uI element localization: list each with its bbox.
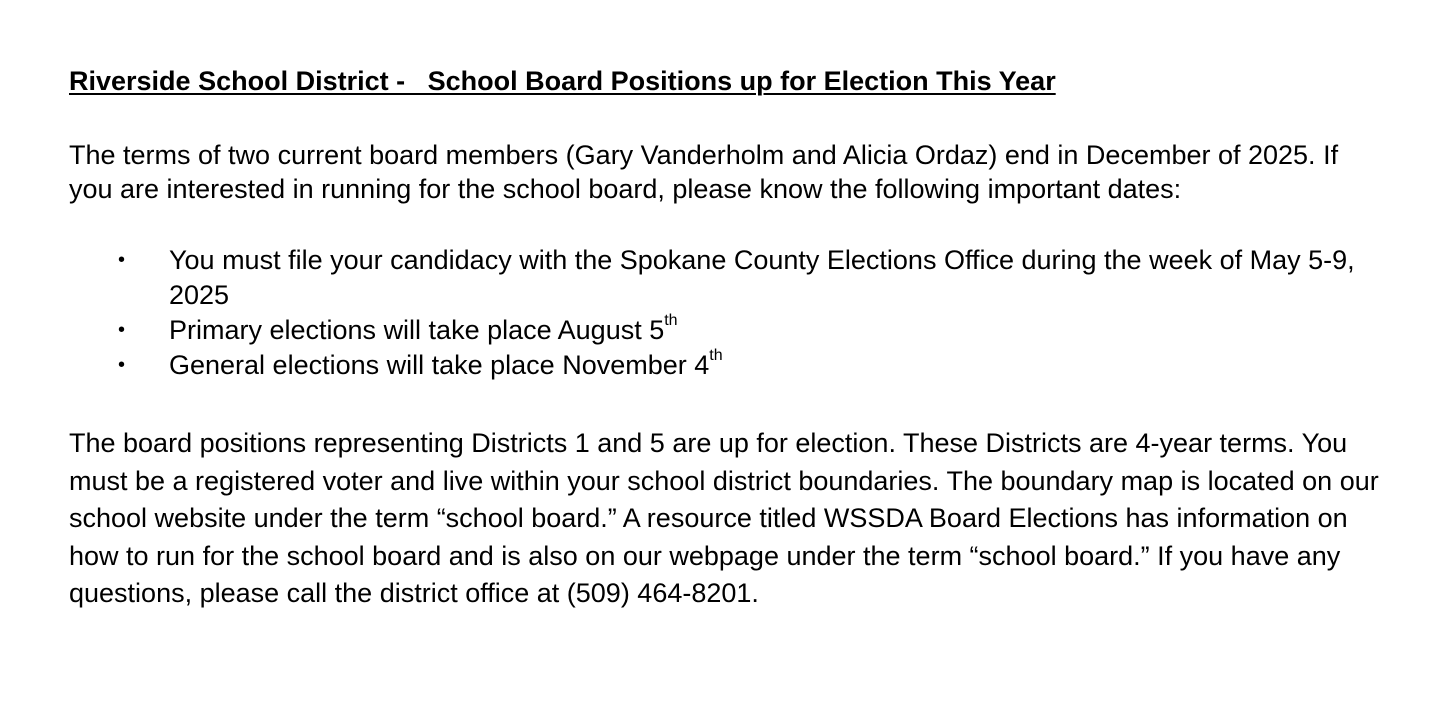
list-item — [69, 243, 1389, 313]
bullet-icon: • — [118, 319, 126, 341]
list-item — [69, 313, 1389, 348]
list-item — [69, 348, 1389, 383]
bullet-icon: • — [118, 249, 126, 271]
body-paragraph: The board positions representing Districts 1 and 5 are up for election. These Districts are 4-year terms. You must be a registered voter and live within your school district boundaries. The boundary map is located on our school website under the term “school board.” A resource titled WSSDA Board Elections has information on how to run for the school board and is also on our webpage under the term “school board.” If you have any questions, please call the district office at (509) 464-8201. — [69, 428, 1379, 609]
ordinal-suffix: th — [709, 347, 723, 364]
bullet-text: General elections will take place November 4 — [169, 350, 710, 380]
bullet-icon: • — [118, 354, 126, 376]
intro-paragraph: The terms of two current board members (Gary Vanderholm and Alicia Ordaz) end in December of 2025. If you are interested in running for the school board, please know the following important dates: — [69, 140, 1339, 204]
bullet-text: Primary elections will take place August 5 — [169, 315, 665, 345]
ordinal-suffix: th — [664, 312, 678, 329]
document-title: Riverside School District - School Board Positions up for Election This Year — [69, 66, 1056, 96]
bullet-text: You must file your candidacy with the Spokane County Elections Office during the week of May 5-9, 2025 — [169, 245, 1355, 310]
important-dates-list — [69, 243, 1389, 383]
